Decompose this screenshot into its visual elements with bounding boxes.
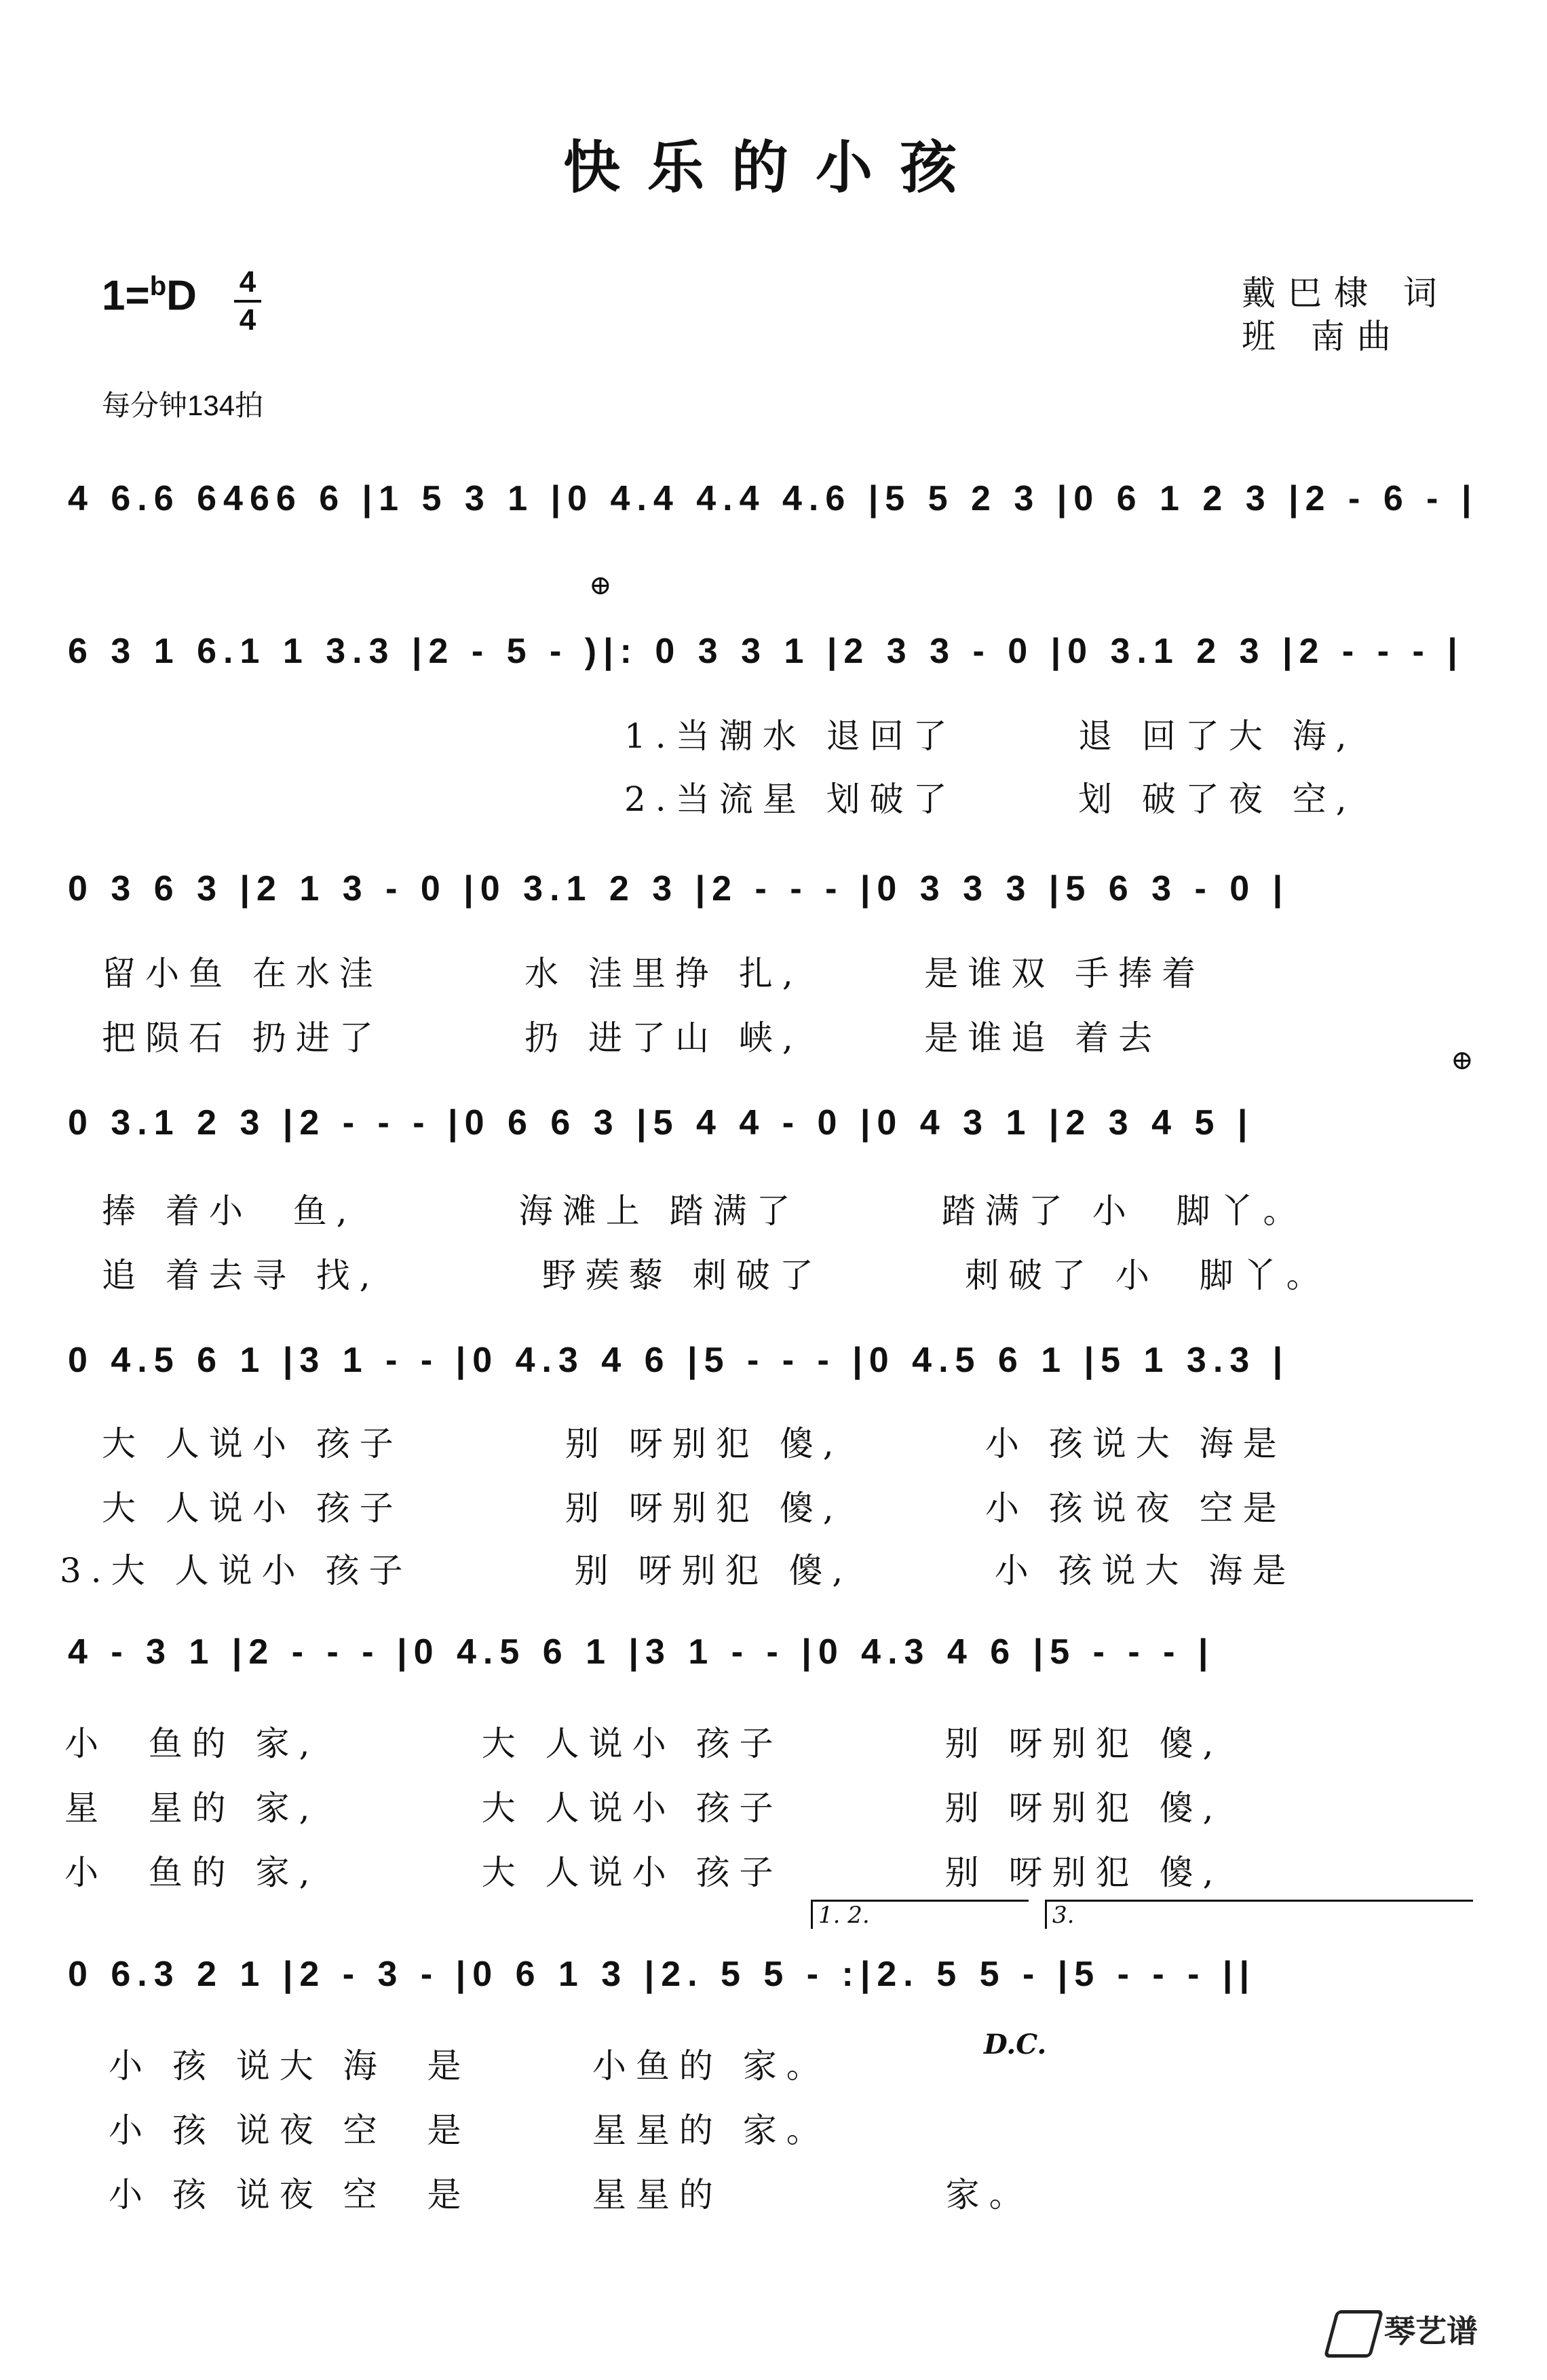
lyric-row-7-verse-1: 小 孩 说大 海 是 小鱼的 家。	[109, 2046, 830, 2086]
coda-symbol-2: ⊕	[1451, 1045, 1474, 1076]
lyric-row-7-verse-2: 小 孩 说夜 空 是 星星的 家。	[109, 2111, 830, 2150]
logo-icon	[1324, 2310, 1384, 2358]
coda-symbol: ⊕	[589, 570, 612, 601]
page-title: 快乐的小孩	[562, 134, 984, 201]
lyric-row-7-verse-3: 小 孩 说夜 空 是 星星的 家。	[109, 2175, 1033, 2214]
key-note: D	[166, 272, 197, 320]
notes-row-5: 0 4.5 6 1 |3 1 - - |0 4.3 4 6 |5 - - - |0 4.5 6 1 |5 1 3.3 |	[68, 1341, 1290, 1380]
lyric-row-3-verse-1: 留小鱼 在水洼 水 洼里挣 扎, 是谁双 手捧着	[102, 954, 1206, 993]
lyric-row-5-verse-2: 大 人说小 孩子 别 呀别犯 傻, 小 孩说夜 空是	[102, 1489, 1286, 1528]
watermark-text: 琴艺谱	[1384, 2313, 1478, 2349]
lyric-row-6-verse-3: 小 鱼的 家, 大 人说小 孩子 别 呀别犯 傻,	[64, 1853, 1223, 1892]
lyricist: 戴巴棣 词	[1242, 273, 1449, 313]
lyric-row-2-verse-2: 2.当流星 划破了 划 破了夜 空,	[624, 780, 1356, 819]
flat-sign: b	[149, 271, 167, 301]
notes-row-1: 4 6.6 6466 6 |1 5 3 1 |0 4.4 4.4 4.6 |5 5 2 3 |0 6 1 2 3 |2 - 6 - |	[68, 479, 1478, 518]
notes-row-7: 0 6.3 2 1 |2 - 3 - |0 6 1 3 |2. 5 5 - :|2. 5 5 - |5 - - - ||	[68, 1955, 1257, 1994]
time-top: 4	[239, 265, 256, 299]
volta-1-2: 1. 2.	[811, 1900, 1029, 1929]
notes-row-4: 0 3.1 2 3 |2 - - - |0 6 6 3 |5 4 4 - 0 |0 4 3 1 |2 3 4 5 |	[68, 1103, 1255, 1143]
lyric-row-4-verse-2: 追 着去寻 找, 野蒺藜 刺破了 刺破了 小 脚丫。	[102, 1256, 1330, 1295]
key-signature	[102, 271, 197, 320]
tempo-marking: 每分钟134拍	[102, 389, 264, 421]
watermark-logo	[1330, 2307, 1506, 2354]
lyric-row-2-verse-1: 1.当潮水 退回了 退 回了大 海,	[624, 716, 1356, 756]
key-prefix: 1=	[102, 272, 150, 320]
credits	[1242, 271, 1449, 358]
notes-row-3: 0 3 6 3 |2 1 3 - 0 |0 3.1 2 3 |2 - - - |0 3 3 3 |5 6 3 - 0 |	[68, 869, 1290, 908]
notes-row-2: 6 3 1 6.1 1 3.3 |2 - 5 - )|: 0 3 3 1 |2 3 3 - 0 |0 3.1 2 3 |2 - - - |	[68, 632, 1464, 671]
lyric-row-6-verse-2: 星 星的 家, 大 人说小 孩子 别 呀别犯 傻,	[64, 1788, 1223, 1828]
lyric-row-4-verse-1: 捧 着小 鱼, 海滩上 踏满了 踏满了 小 脚丫。	[102, 1191, 1307, 1231]
composer: 班 南曲	[1242, 317, 1403, 356]
lyric-row-3-verse-2: 把陨石 扔进了 扔 进了山 峡, 是谁追 着去	[102, 1018, 1162, 1058]
time-bottom: 4	[239, 303, 256, 337]
volta-3: 3.	[1045, 1900, 1473, 1929]
lyric-row-5-verse-3: 3.大 人说小 孩子 别 呀别犯 傻, 小 孩说大 海是	[60, 1551, 1296, 1590]
dc-marking: D.C.	[984, 2029, 1047, 2060]
time-signature	[234, 266, 261, 337]
lyric-row-5-verse-1: 大 人说小 孩子 别 呀别犯 傻, 小 孩说大 海是	[102, 1424, 1286, 1463]
notes-row-6: 4 - 3 1 |2 - - - |0 4.5 6 1 |3 1 - - |0 4.3 4 6 |5 - - - |	[68, 1632, 1215, 1672]
lyric-row-6-verse-1: 小 鱼的 家, 大 人说小 孩子 别 呀别犯 傻,	[64, 1724, 1223, 1763]
